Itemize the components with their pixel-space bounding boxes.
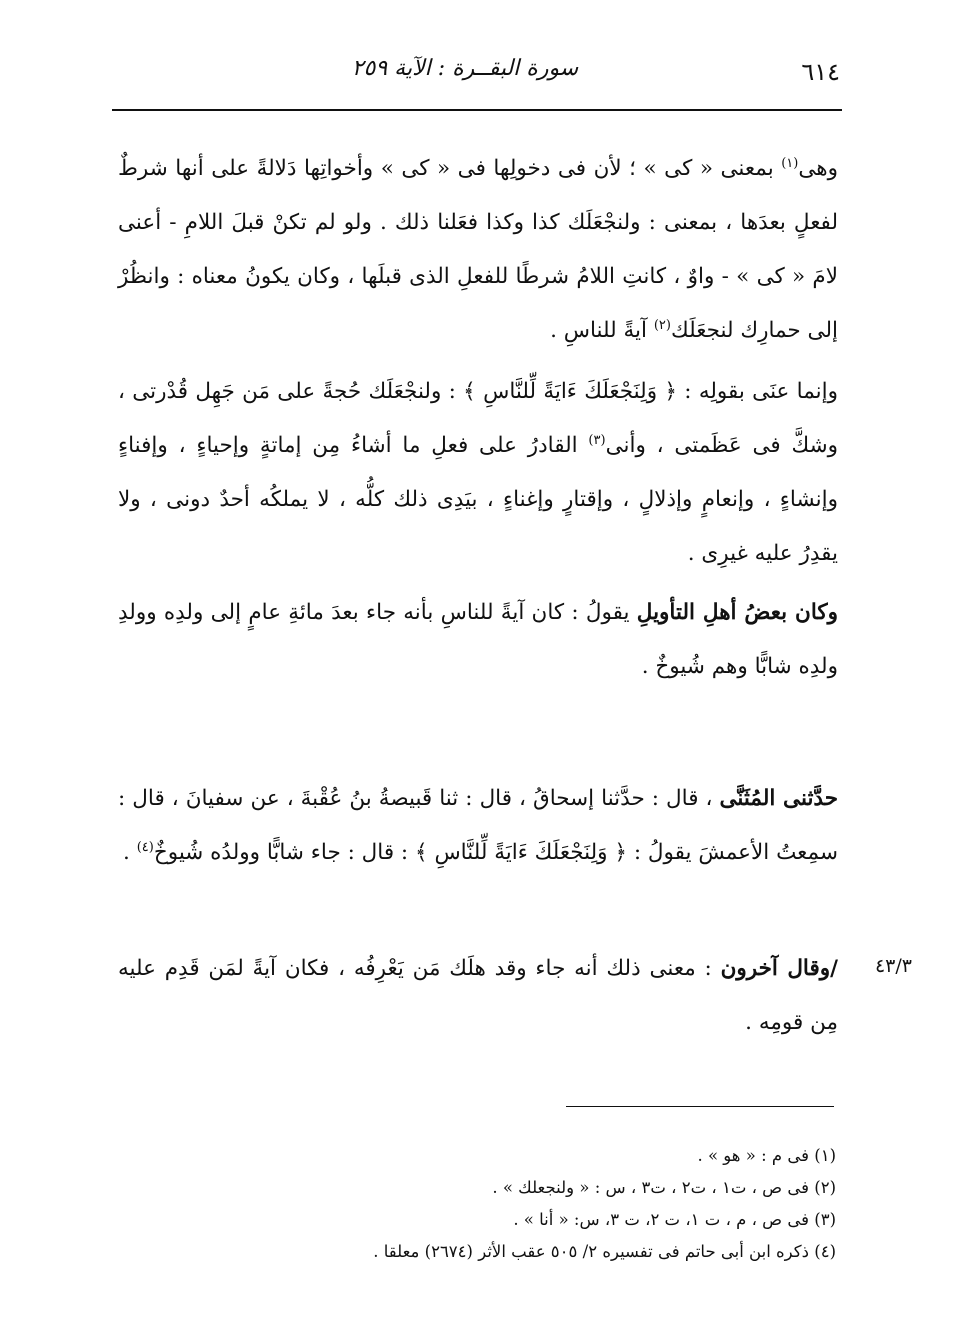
- paragraph-text: : معنى ذلك أنه جاء وقد هلَك مَن يَعْرِفُه ، فكان آيةً لمَن قَدِم عليه مِن قومِه .: [118, 956, 838, 1035]
- paragraph-2: [118, 365, 838, 581]
- margin-note: ٤٣/٣: [874, 955, 912, 977]
- running-title: سورة البقــرة : الآية ٢٥٩: [351, 56, 579, 81]
- paragraph-lead: حدَّثنى المُثَنَّى: [719, 786, 838, 811]
- footnote-divider: [566, 1106, 834, 1107]
- paragraph-text: آيةً للناسِ .: [550, 318, 654, 343]
- paragraph-text: ، قال : حدَّثنا إسحاقُ ، قال : ثنا قَبيصةُ بنُ عُقْبةَ ، عن سفيانَ ، قال : سمِعتُ الأعمشَ يقولُ : ﴿ وَلِنَجْعَلَكَ ءَايَةً لِّلنَّاسِ ﴾ : قال : جاء شابًّا وولدُه شُيوخٌ: [118, 786, 838, 865]
- page-number: ٦١٤: [801, 58, 840, 86]
- paragraph-text: وإنما عنَى بقولِه : ﴿ وَلِنَجْعَلَكَ ءَايَةً لِّلنَّاسِ ﴾ : ولنجْعَلَك حُجةً على مَن جَهِل قُدْرتى ، وشكَّ فى عَظَمتى ، وأنى: [118, 379, 838, 458]
- paragraph-4: [118, 772, 838, 880]
- footnote-ref-2[interactable]: (٢): [653, 317, 671, 333]
- footnote: (٢) فى ص ، ت١ ، ت٢ ، ت٣ ، س : « ولنجعلك » .: [492, 1178, 836, 1197]
- footnote: (١) فى م : « هو » .: [697, 1146, 836, 1165]
- footnote-ref-1[interactable]: (١): [781, 155, 799, 171]
- footnote-ref-4[interactable]: (٤): [136, 839, 154, 855]
- paragraph-text: القادرُ على فعلِ ما أشاءُ مِن إماتةٍ وإحياءٍ ، وإفناءٍ وإنشاءٍ ، وإنعامٍ وإذلالٍ ، وإقتارٍ وإغناءٍ ، بيَدِى ذلك كلُّه ، لا يملكُه أحدٌ دونى ، ولا يقدِرُ عليه غيرِى .: [118, 433, 838, 566]
- paragraph-text: وهى: [798, 156, 838, 181]
- footnote-ref-3[interactable]: (٣): [588, 432, 606, 448]
- paragraph-text: يقولُ : كان آيةً للناسِ بأنه جاء بعدَ مائةِ عامٍ إلى ولدِه وولدِ ولدِه شابًّا وهم شُيوخٌ .: [118, 600, 838, 679]
- paragraph-1: [118, 142, 838, 358]
- paragraph-text: .: [123, 840, 137, 865]
- paragraph-lead: وكان بعضُ أهلِ التأويلِ: [636, 600, 838, 625]
- header-divider: [112, 109, 842, 111]
- footnotes: [118, 1140, 836, 1268]
- footnote: (٣) فى ص ، م ، ت ١، ت ٢، ت ٣، س: « أنا » .: [513, 1210, 836, 1229]
- paragraph-5: [118, 942, 838, 1050]
- paragraph-3: [118, 586, 838, 694]
- paragraph-lead: /وقال آخرون: [720, 956, 839, 981]
- footnote: (٤) ذكره ابن أبى حاتم فى تفسيره ٢/ ٥٠٥ عقب الأثر (٢٦٧٤) معلقا .: [373, 1242, 836, 1261]
- paragraph-text: بمعنى « كى » ؛ لأن فى دخولِها فى « كى » وأخواتِها دَلالةً على أنها شرطٌ لفعلٍ بعدَها ، بمعنى : ولنجْعَلَك كذا وكذا فعَلنا ذلك . ولو لم تكنْ قبلَ اللامِ - أعنى لامَ « كى » - واوٌ ، كانتِ اللامُ شرطًا للفعلِ الذى قبلَها ، وكان يكونُ معناه : وانظُرْ إلى حمارِك لنجعَلَك: [118, 156, 838, 343]
